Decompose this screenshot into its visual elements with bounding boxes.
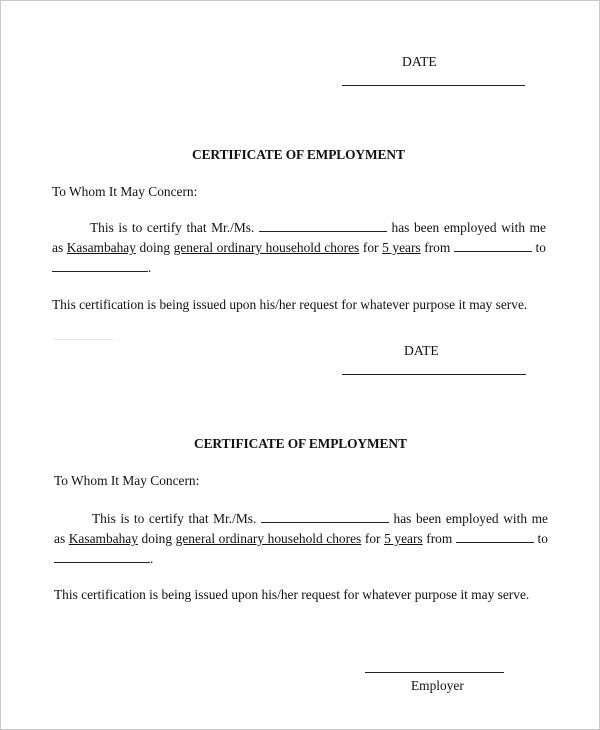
duties-text: general ordinary household chores [175,531,362,546]
date-label: DATE [402,54,437,69]
date-line [342,374,526,375]
body-text: . [150,551,154,566]
certificate-title: CERTIFICATE OF EMPLOYMENT [194,436,407,451]
signature-line [365,672,504,673]
date-line [342,85,525,86]
closing-text: This certification is being issued upon his/her request for whatever purpose it may serve. [52,297,528,312]
body-text: for [362,240,379,255]
start-date-blank [456,530,534,543]
position-text: Kasambahay [66,240,136,255]
body-text: doing [141,531,173,546]
name-blank [259,219,387,232]
name-blank [261,510,389,523]
duties-text: general ordinary household chores [173,240,360,255]
body-text: This is to certify that Mr./Ms. [92,511,257,526]
body-text: to [537,531,548,546]
body-text: for [364,531,381,546]
certification-paragraph [54,509,548,569]
body-text: . [148,260,152,275]
faint-rule [53,339,113,340]
certificate-title: CERTIFICATE OF EMPLOYMENT [192,147,405,162]
body-text: has been employed with me as [54,511,548,546]
salutation: To Whom It May Concern: [52,184,198,199]
body-text: This is to certify that Mr./Ms. [90,220,255,235]
body-text: from [424,240,451,255]
date-label: DATE [404,343,439,358]
closing-text: This certification is being issued upon his/her request for whatever purpose it may serve. [54,587,530,602]
body-text: doing [139,240,171,255]
closing-paragraph [54,585,548,605]
body-text: to [535,240,546,255]
closing-paragraph [52,295,546,315]
end-date-blank [54,550,150,563]
body-text: has been employed with me as [52,220,546,255]
duration-text: 5 years [384,531,423,546]
duration-text: 5 years [382,240,421,255]
signature-label: Employer [411,678,464,693]
position-text: Kasambahay [68,531,138,546]
body-text: from [426,531,453,546]
end-date-blank [52,259,148,272]
start-date-blank [454,239,532,252]
salutation: To Whom It May Concern: [54,473,200,488]
certification-paragraph [52,218,546,278]
